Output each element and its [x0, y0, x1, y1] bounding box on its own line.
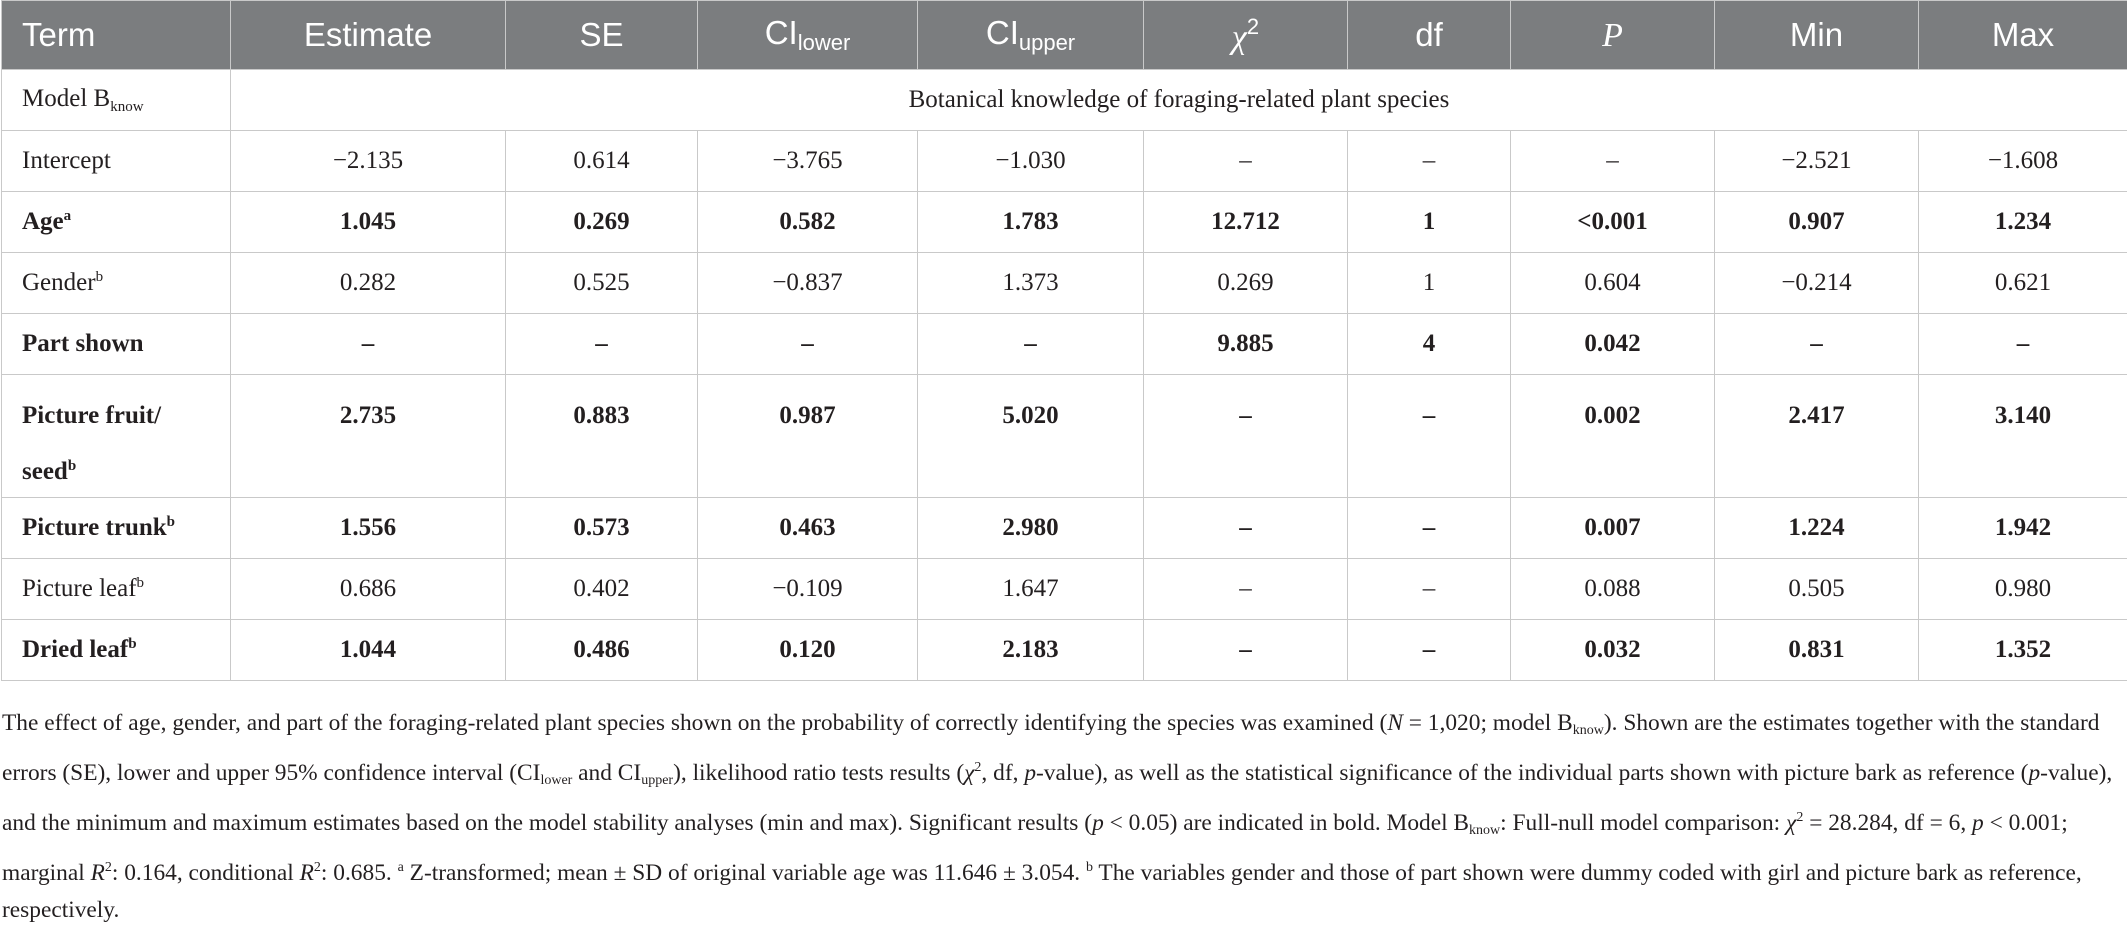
cell-chi2: 12.712 — [1144, 192, 1348, 253]
cell-se: 0.269 — [506, 192, 698, 253]
footnote-text: ), likelihood ratio tests results ( — [673, 760, 964, 786]
footnote-superscript: 2 — [314, 860, 321, 875]
cell-ci-upper: 5.020 — [918, 375, 1144, 498]
cell-ci-upper: 1.647 — [918, 559, 1144, 620]
cell-min: – — [1715, 314, 1919, 375]
cell-max: – — [1919, 314, 2127, 375]
cell-max: 0.621 — [1919, 253, 2127, 314]
row-term-label: Dried leaf — [22, 636, 128, 663]
footnote-text: -value), as well as the statistical significance of the individual parts shown with picture bark as reference ( — [1036, 760, 2028, 786]
row-term-label: Intercept — [22, 147, 111, 174]
row-term-label: Part shown — [22, 330, 144, 357]
row-term-footnote-mark: b — [68, 458, 76, 474]
table-row — [2, 253, 2127, 314]
table-row — [2, 498, 2127, 559]
footnote-text: < 0.05) are indicated in bold. Model B — [1104, 810, 1469, 836]
cell-p: 0.042 — [1511, 314, 1715, 375]
cell-se: 0.883 — [506, 375, 698, 498]
cell-estimate: 1.556 — [231, 498, 506, 559]
cell-max: 1.942 — [1919, 498, 2127, 559]
cell-ci-lower: −0.837 — [698, 253, 918, 314]
cell-chi2: – — [1144, 559, 1348, 620]
header-chi-square — [1144, 1, 1348, 70]
footnote-subscript: know — [1573, 723, 1604, 738]
cell-chi2: 9.885 — [1144, 314, 1348, 375]
model-description: Botanical knowledge of foraging-related plant species — [231, 70, 2127, 131]
cell-min: −2.521 — [1715, 131, 1919, 192]
row-term-label: Picture trunk — [22, 514, 167, 541]
footnote-text: ). Shown are the estimates together with the standard errors (SE), lower and upper 95% confidence interval (CI — [2, 710, 2099, 786]
cell-ci-upper: 1.783 — [918, 192, 1144, 253]
footnote-text: : 0.164, conditional — [112, 860, 300, 886]
footnote-text: and CI — [572, 760, 641, 786]
row-term-label: Age — [22, 208, 64, 235]
footnote-mark-b: b — [1086, 860, 1093, 875]
cell-p: – — [1511, 131, 1715, 192]
cell-estimate: 0.282 — [231, 253, 506, 314]
footnote-p-symbol: p — [2028, 760, 2040, 786]
cell-max: 1.352 — [1919, 620, 2127, 681]
row-term — [2, 253, 231, 314]
model-label-sub: know — [110, 99, 143, 115]
table-row — [2, 559, 2127, 620]
row-term-label: Gender — [22, 269, 96, 296]
footnote-subscript: upper — [641, 773, 673, 788]
model-label — [2, 70, 231, 131]
cell-estimate: – — [231, 314, 506, 375]
cell-min: 0.831 — [1715, 620, 1919, 681]
cell-ci-lower: −3.765 — [698, 131, 918, 192]
header-row — [2, 1, 2127, 70]
table-row — [2, 314, 2127, 375]
table-row — [2, 375, 2127, 498]
cell-p: 0.088 — [1511, 559, 1715, 620]
cell-ci-lower: 0.463 — [698, 498, 918, 559]
cell-se: 0.614 — [506, 131, 698, 192]
cell-se: 0.402 — [506, 559, 698, 620]
model-label-main: Model B — [22, 85, 110, 112]
cell-ci-lower: −0.109 — [698, 559, 918, 620]
footnote-text: : Full-null model comparison: — [1500, 810, 1786, 836]
header-ci-upper — [918, 1, 1144, 70]
row-term-label: Picture leaf — [22, 575, 137, 602]
cell-df: – — [1348, 498, 1511, 559]
header-ci-upper-main: CI — [986, 14, 1019, 51]
footnote-text: , df, — [981, 760, 1024, 786]
footnote-text: : 0.685. — [321, 860, 398, 886]
cell-chi2: – — [1144, 375, 1348, 498]
row-term-line2: seed — [22, 458, 68, 485]
header-ci-lower-sub: lower — [798, 30, 851, 55]
header-se: SE — [506, 1, 698, 70]
cell-p: <0.001 — [1511, 192, 1715, 253]
cell-ci-upper: 2.183 — [918, 620, 1144, 681]
footnote-chi-symbol: χ — [1786, 810, 1796, 836]
cell-estimate: 1.044 — [231, 620, 506, 681]
footnote-text: = 28.284, df = 6, — [1803, 810, 1972, 836]
header-ci-lower — [698, 1, 918, 70]
footnote-subscript: lower — [540, 773, 572, 788]
row-term — [2, 620, 231, 681]
cell-estimate: −2.135 — [231, 131, 506, 192]
cell-p: 0.032 — [1511, 620, 1715, 681]
table-row — [2, 131, 2127, 192]
results-table — [1, 0, 2127, 681]
header-p — [1511, 1, 1715, 70]
row-term-footnote-mark: b — [167, 514, 175, 530]
cell-ci-lower: – — [698, 314, 918, 375]
cell-min: 0.505 — [1715, 559, 1919, 620]
cell-max: −1.608 — [1919, 131, 2127, 192]
model-row — [2, 70, 2127, 131]
header-df: df — [1348, 1, 1511, 70]
cell-estimate: 2.735 — [231, 375, 506, 498]
cell-estimate: 0.686 — [231, 559, 506, 620]
footnote-mark-a: a — [398, 860, 404, 875]
cell-df: – — [1348, 620, 1511, 681]
row-term-footnote-mark: b — [96, 269, 104, 285]
cell-ci-upper: −1.030 — [918, 131, 1144, 192]
row-term-footnote-mark: b — [128, 636, 136, 652]
footnote-n-symbol: N — [1387, 710, 1403, 736]
cell-df: – — [1348, 375, 1511, 498]
footnote-superscript: 2 — [105, 860, 112, 875]
footnote-text: < 0.001; marginal — [2, 810, 2068, 886]
table-row — [2, 620, 2127, 681]
footnote-p-symbol: p — [1972, 810, 1984, 836]
footnote-text: -value), and the minimum and maximum estimates based on the model stability analyses (min and max). Significant results ( — [2, 760, 2112, 836]
row-term — [2, 498, 231, 559]
cell-chi2: 0.269 — [1144, 253, 1348, 314]
header-p-label: P — [1602, 17, 1623, 54]
cell-p: 0.007 — [1511, 498, 1715, 559]
cell-max: 3.140 — [1919, 375, 2127, 498]
footnote-superscript: 2 — [974, 760, 981, 775]
cell-se: 0.486 — [506, 620, 698, 681]
cell-df: – — [1348, 559, 1511, 620]
footnote-subscript: know — [1469, 823, 1500, 838]
cell-se: 0.573 — [506, 498, 698, 559]
footnote-text: The variables gender and those of part shown were dummy coded with girl and picture bark as reference, respectively. — [2, 860, 2082, 923]
footnote-r-symbol: R — [91, 860, 105, 886]
header-chi-sup: 2 — [1247, 14, 1259, 39]
row-term-line1: Picture fruit/ — [22, 402, 161, 429]
cell-df: – — [1348, 131, 1511, 192]
cell-se: 0.525 — [506, 253, 698, 314]
row-term — [2, 314, 231, 375]
row-term — [2, 192, 231, 253]
footnote-text: The effect of age, gender, and part of the foraging-related plant species shown on the probability of correctly identifying the species was examined ( — [2, 710, 1387, 736]
cell-min: 2.417 — [1715, 375, 1919, 498]
footnote-p-symbol: p — [1092, 810, 1104, 836]
footnote-text: = 1,020; model B — [1403, 710, 1573, 736]
footnote-r-symbol: R — [300, 860, 314, 886]
cell-chi2: – — [1144, 498, 1348, 559]
row-term-footnote-mark: b — [137, 575, 145, 591]
cell-min: 0.907 — [1715, 192, 1919, 253]
row-term-footnote-mark: a — [64, 208, 72, 224]
header-min: Min — [1715, 1, 1919, 70]
row-term — [2, 559, 231, 620]
footnote-p-symbol: p — [1024, 760, 1036, 786]
footnote-text: Z-transformed; mean ± SD of original variable age was 11.646 ± 3.054. — [404, 860, 1086, 886]
cell-ci-lower: 0.582 — [698, 192, 918, 253]
header-chi-symbol: χ — [1232, 19, 1247, 56]
cell-ci-upper: – — [918, 314, 1144, 375]
cell-chi2: – — [1144, 131, 1348, 192]
cell-chi2: – — [1144, 620, 1348, 681]
table-footnote — [0, 681, 2122, 929]
row-term — [2, 131, 231, 192]
header-term: Term — [2, 1, 231, 70]
cell-ci-lower: 0.987 — [698, 375, 918, 498]
cell-ci-upper: 1.373 — [918, 253, 1144, 314]
cell-ci-lower: 0.120 — [698, 620, 918, 681]
cell-min: −0.214 — [1715, 253, 1919, 314]
footnote-chi-symbol: χ — [964, 760, 974, 786]
cell-estimate: 1.045 — [231, 192, 506, 253]
table-row — [2, 192, 2127, 253]
cell-p: 0.002 — [1511, 375, 1715, 498]
row-term — [2, 375, 231, 498]
cell-max: 0.980 — [1919, 559, 2127, 620]
header-ci-upper-sub: upper — [1019, 30, 1075, 55]
header-estimate: Estimate — [231, 1, 506, 70]
cell-max: 1.234 — [1919, 192, 2127, 253]
cell-df: 1 — [1348, 192, 1511, 253]
cell-se: – — [506, 314, 698, 375]
cell-min: 1.224 — [1715, 498, 1919, 559]
header-max: Max — [1919, 1, 2127, 70]
cell-df: 4 — [1348, 314, 1511, 375]
cell-df: 1 — [1348, 253, 1511, 314]
cell-ci-upper: 2.980 — [918, 498, 1144, 559]
footnote-superscript: 2 — [1796, 810, 1803, 825]
header-ci-lower-main: CI — [765, 14, 798, 51]
cell-p: 0.604 — [1511, 253, 1715, 314]
